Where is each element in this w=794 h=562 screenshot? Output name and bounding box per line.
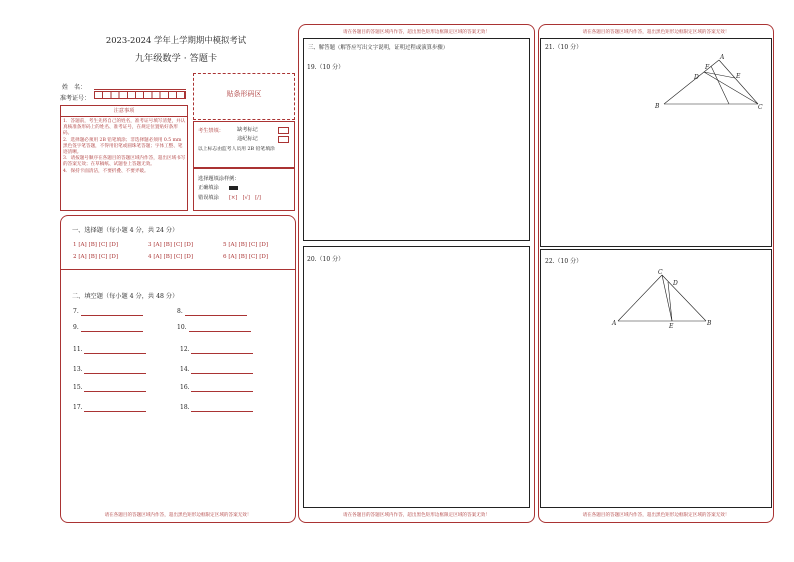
fill-sample-title: 选择题填涂样例： bbox=[198, 176, 240, 182]
segment-ad-e bbox=[668, 282, 672, 321]
panel-warning: 请在各题目的答题区域内作答，超出黑色矩形边框限定区域的答案无效！ bbox=[342, 30, 490, 35]
fill-q10-label: 10. bbox=[177, 324, 187, 331]
fill-q12-label: 12. bbox=[180, 346, 190, 353]
fill-q11-line[interactable] bbox=[84, 353, 146, 354]
panel-warning: 请在各题目的答题区域内作答，超出黑色矩形边框限定区域的答案无效！ bbox=[104, 513, 252, 518]
fill-q8-label: 8. bbox=[177, 308, 183, 315]
fill-q16-label: 16. bbox=[180, 384, 190, 391]
point-label-f: F bbox=[705, 64, 710, 71]
fill-q12-line[interactable] bbox=[191, 353, 253, 354]
point-label-d: D bbox=[673, 280, 678, 287]
fill-q7-label: 7. bbox=[73, 308, 79, 315]
choice-q4[interactable]: 4 [A] [B] [C] [D] bbox=[148, 254, 194, 260]
notice-title: 注意事项 bbox=[113, 108, 135, 114]
fill-q8-line[interactable] bbox=[185, 315, 247, 316]
segment-ac bbox=[618, 275, 662, 321]
objective-panel bbox=[60, 215, 296, 523]
name-line[interactable] bbox=[94, 89, 186, 90]
fill-q7-line[interactable] bbox=[81, 315, 143, 316]
section-divider bbox=[60, 269, 296, 270]
section2-title: 二、填空题（每小题 4 分，共 48 分） bbox=[72, 293, 179, 300]
violation-label: 违纪标记 bbox=[237, 136, 258, 142]
panel-warning: 请在各题目的答题区域内作答，超出黑色矩形边框限定区域的答案无效！ bbox=[342, 513, 490, 518]
filled-mark-icon bbox=[229, 186, 238, 190]
fill-sample-correct: 正确填涂 bbox=[198, 185, 219, 191]
point-label-b: B bbox=[655, 103, 660, 110]
segment-cb bbox=[662, 275, 706, 321]
exam-title: 2023-2024 学年上学期期中模拟考试 bbox=[105, 35, 247, 45]
answer-frame-bottom[interactable] bbox=[303, 246, 530, 508]
fill-q14-line[interactable] bbox=[191, 373, 253, 374]
choice-row[interactable] bbox=[73, 242, 268, 248]
id-label: 准考证号： bbox=[60, 95, 91, 102]
figure-q21 bbox=[640, 48, 780, 116]
name-label: 姓 名： bbox=[62, 84, 87, 91]
choice-q2[interactable]: 2 [A] [B] [C] [D] bbox=[73, 254, 119, 260]
missing-checkbox[interactable] bbox=[278, 127, 289, 134]
choice-row[interactable] bbox=[73, 254, 268, 260]
notice-item: 4．保持卡面清洁，不要折叠、不要弄破。 bbox=[63, 168, 149, 174]
segment-ba bbox=[664, 60, 719, 104]
violation-checkbox[interactable] bbox=[278, 136, 289, 143]
choice-q5[interactable]: 5 [A] [B] [C] [D] bbox=[223, 242, 269, 248]
point-label-a: A bbox=[612, 320, 617, 327]
notice-item: 3．请按题号顺序在各题目的答题区域内作答，超出区域书写的答案无效；在草稿纸、试题卷上答题无效。 bbox=[63, 156, 186, 168]
fill-q16-line[interactable] bbox=[191, 391, 253, 392]
notice-item: 2．选择题必须用 2B 铅笔填涂；非选择题必须用 0.5 mm 黑色签字笔答题，不得用铅笔或圆珠笔答题；字体工整、笔迹清晰。 bbox=[63, 137, 183, 156]
notice-item: 1．答题前，考生先将自己的姓名，准考证号填写清楚，并认真核准条形码上的姓名、准考证号，在规定位置贴好条形码。 bbox=[63, 119, 186, 137]
q19-label: 19.（10 分） bbox=[307, 64, 345, 71]
fill-q17-label: 17. bbox=[73, 404, 83, 411]
segment-ac bbox=[719, 60, 758, 104]
segment-ce bbox=[662, 275, 672, 321]
section3-title: 三、解答题（解答应写出文字说明，证明过程或演算步骤） bbox=[308, 45, 449, 51]
point-label-a: A bbox=[720, 54, 725, 61]
exam-subtitle: 九年级数学 · 答题卡 bbox=[134, 53, 218, 64]
q20-label: 20.（10 分） bbox=[307, 256, 345, 263]
missing-label: 缺考标记 bbox=[237, 127, 258, 133]
fill-q18-label: 18. bbox=[180, 404, 190, 411]
fill-sample-wrong-marks: [×] [√] [/] bbox=[229, 195, 261, 201]
fill-q14-label: 14. bbox=[180, 366, 190, 373]
segment-dc bbox=[704, 72, 758, 104]
choice-q3[interactable]: 3 [A] [B] [C] [D] bbox=[148, 242, 194, 248]
absent-label: 考生禁填： bbox=[198, 128, 224, 134]
point-label-b: B bbox=[707, 320, 712, 327]
fill-q18-line[interactable] bbox=[191, 411, 253, 412]
choice-q6[interactable]: 6 [A] [B] [C] [D] bbox=[223, 254, 269, 260]
fill-q13-line[interactable] bbox=[84, 373, 146, 374]
barcode-label: 贴条形码区 bbox=[226, 90, 262, 98]
fill-q9-label: 9. bbox=[73, 324, 79, 331]
figure-q22 bbox=[610, 268, 720, 330]
fill-q13-label: 13. bbox=[73, 366, 83, 373]
panel-warning: 请在各题目的答题区域内作答，超出黑色矩形边框限定区域的答案无效！ bbox=[582, 30, 730, 35]
section1-title: 一、选择题（每小题 4 分，共 24 分） bbox=[72, 227, 179, 234]
q21-label: 21.（10 分） bbox=[545, 44, 583, 51]
q22-label: 22.（10 分） bbox=[545, 258, 583, 265]
fill-q15-label: 15. bbox=[73, 384, 83, 391]
fill-q17-line[interactable] bbox=[84, 411, 146, 412]
point-label-e: E bbox=[669, 323, 674, 330]
id-boxes[interactable] bbox=[94, 91, 186, 99]
panel-warning: 请在各题目的答题区域内作答，超出黑色矩形边框限定区域的答案无效！ bbox=[582, 513, 730, 518]
fill-sample-wrong: 错误填涂 bbox=[198, 195, 219, 201]
fill-q15-line[interactable] bbox=[84, 391, 146, 392]
notice-list bbox=[63, 119, 186, 175]
fill-q9-line[interactable] bbox=[81, 331, 143, 332]
choice-q1[interactable]: 1 [A] [B] [C] [D] bbox=[73, 242, 119, 248]
point-label-c: C bbox=[758, 104, 763, 111]
point-label-d: D bbox=[694, 74, 699, 81]
point-label-c: C bbox=[658, 269, 663, 276]
absent-note: 以上标志由监考人员用 2B 铅笔填涂 bbox=[198, 147, 275, 152]
fill-q11-label: 11. bbox=[73, 346, 83, 353]
notice-divider bbox=[60, 116, 188, 117]
fill-q10-line[interactable] bbox=[189, 331, 251, 332]
point-label-e: E bbox=[736, 73, 741, 80]
